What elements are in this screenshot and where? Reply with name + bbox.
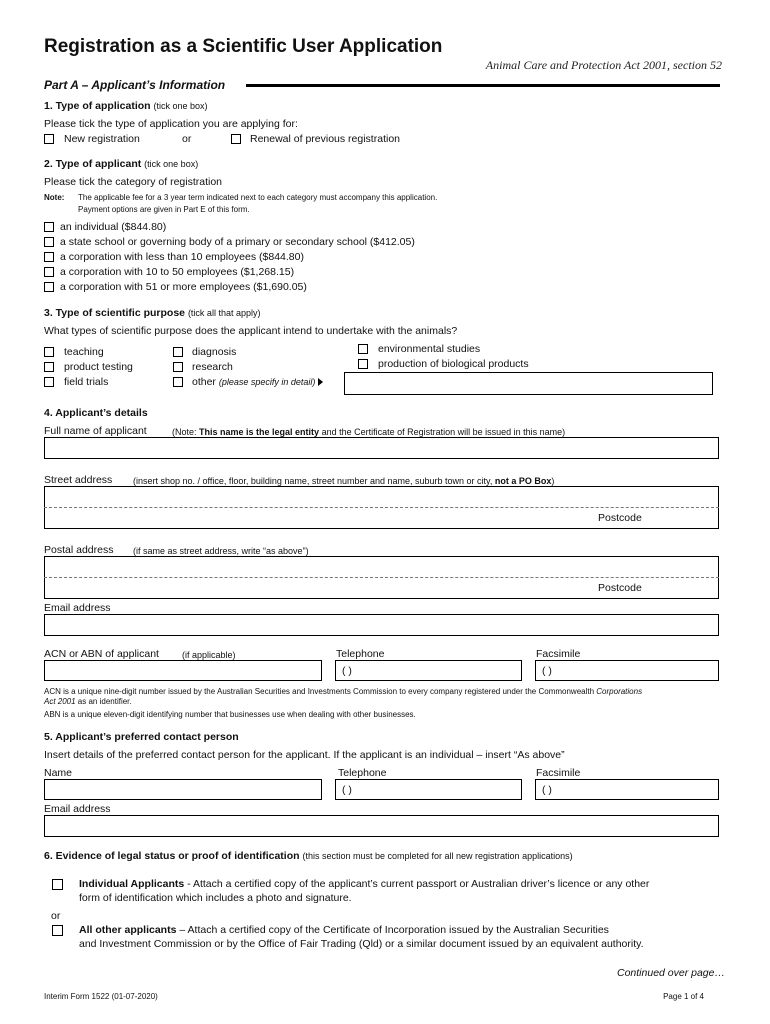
full-name-note: (Note: This name is the legal entity and the Certificate of Registration will be issued in this name) [172, 427, 566, 437]
street-address-label: Street address [44, 474, 113, 486]
s2-note-label: Note: [44, 193, 65, 202]
new-registration-label: New registration [64, 133, 140, 145]
facsimile-label: Facsimile [536, 648, 581, 660]
part-a-rule [246, 84, 720, 87]
email-input[interactable] [44, 614, 719, 636]
purpose-label: production of biological products [378, 358, 529, 370]
street-address-note: (insert shop no. / office, floor, building name, street number and name, suburb town or city, not a PO Box) [133, 476, 555, 486]
s2-heading: 2. Type of applicant (tick one box) [44, 158, 199, 170]
telephone-input[interactable] [335, 660, 522, 681]
purpose-research-checkbox[interactable] [173, 362, 183, 372]
purpose-label: teaching [64, 346, 104, 358]
applicant-option: a corporation with less than 10 employees ($844.80) [60, 251, 304, 263]
page-number: Page 1 of 4 [663, 992, 704, 1001]
purpose-other-label: other (please specify in detail) [192, 376, 323, 388]
street-postcode-label: Postcode [598, 512, 642, 524]
telephone-area: ( ) [342, 665, 352, 677]
postal-address-note: (if same as street address, write “as above”) [133, 546, 309, 556]
renewal-checkbox[interactable] [231, 134, 241, 144]
purpose-label: diagnosis [192, 346, 237, 358]
other-applicant-text: All other applicants – Attach a certified copy of the Certificate of Incorporation issued by the Australian Securities [79, 924, 609, 936]
other-purpose-input[interactable] [344, 372, 713, 395]
individual-applicant-text: Individual Applicants - Attach a certified copy of the applicant’s current passport or Australian driver’s licence or any other [79, 878, 650, 890]
part-a-heading: Part A – Applicant’s Information [44, 78, 226, 92]
applicant-corp-medium-checkbox[interactable] [44, 267, 54, 277]
purpose-product-testing-checkbox[interactable] [44, 362, 54, 372]
s5-heading: 5. Applicant’s preferred contact person [44, 731, 239, 743]
postal-address-divider [44, 577, 719, 578]
contact-name-label: Name [44, 767, 73, 779]
continued-note: Continued over page… [617, 967, 725, 979]
purpose-biological-checkbox[interactable] [358, 359, 368, 369]
contact-telephone-input[interactable] [335, 779, 522, 800]
renewal-label: Renewal of previous registration [250, 133, 400, 145]
new-registration-checkbox[interactable] [44, 134, 54, 144]
s6-or: or [51, 910, 61, 922]
purpose-label: product testing [64, 361, 133, 373]
s4-heading: 4. Applicant’s details [44, 407, 148, 419]
contact-email-label: Email address [44, 803, 111, 815]
purpose-label: field trials [64, 376, 109, 388]
applicant-school-checkbox[interactable] [44, 237, 54, 247]
telephone-label: Telephone [336, 648, 385, 660]
postal-postcode-label: Postcode [598, 582, 642, 594]
contact-facsimile-input[interactable] [535, 779, 719, 800]
contact-name-input[interactable] [44, 779, 322, 800]
contact-telephone-area: ( ) [342, 784, 352, 796]
facsimile-input[interactable] [535, 660, 719, 681]
page-title: Registration as a Scientific User Application [44, 36, 443, 57]
purpose-field-trials-checkbox[interactable] [44, 377, 54, 387]
applicant-individual-checkbox[interactable] [44, 222, 54, 232]
street-address-divider [44, 507, 719, 508]
full-name-input[interactable] [44, 437, 719, 459]
individual-applicant-text-cont: form of identification which includes a photo and signature. [79, 892, 352, 904]
full-name-label: Full name of applicant [44, 425, 147, 437]
purpose-environmental-checkbox[interactable] [358, 344, 368, 354]
contact-facsimile-label: Facsimile [536, 767, 581, 779]
applicant-option: a state school or governing body of a primary or secondary school ($412.05) [60, 236, 415, 248]
applicant-option: a corporation with 51 or more employees ($1,690.05) [60, 281, 307, 293]
other-applicant-text-cont: and Investment Commission or by the Office of Fair Trading (Qld) or a similar document issued by an equivalent authority. [79, 938, 644, 950]
applicant-corp-large-checkbox[interactable] [44, 282, 54, 292]
s3-prompt: What types of scientific purpose does the applicant intend to undertake with the animals? [44, 325, 458, 337]
s6-heading: 6. Evidence of legal status or proof of identification (this section must be completed for all new registration applications) [44, 850, 573, 862]
s1-prompt: Please tick the type of application you are applying for: [44, 118, 298, 130]
other-applicant-checkbox[interactable] [52, 925, 63, 936]
purpose-label: research [192, 361, 233, 373]
purpose-teaching-checkbox[interactable] [44, 347, 54, 357]
individual-applicant-checkbox[interactable] [52, 879, 63, 890]
s2-note-line2: Payment options are given in Part E of this form. [78, 205, 250, 214]
purpose-other-checkbox[interactable] [173, 377, 183, 387]
contact-email-input[interactable] [44, 815, 719, 837]
applicant-option: an individual ($844.80) [60, 221, 167, 233]
purpose-diagnosis-checkbox[interactable] [173, 347, 183, 357]
arrow-right-icon [318, 378, 323, 386]
applicant-corp-small-checkbox[interactable] [44, 252, 54, 262]
s1-or: or [182, 133, 192, 145]
s1-heading: 1. Type of application (tick one box) [44, 100, 208, 112]
email-label: Email address [44, 602, 111, 614]
purpose-label: environmental studies [378, 343, 481, 355]
contact-facsimile-area: ( ) [542, 784, 552, 796]
s2-prompt: Please tick the category of registration [44, 176, 223, 188]
postal-address-label: Postal address [44, 544, 114, 556]
form-id: Interim Form 1522 (01-07-2020) [44, 992, 158, 1001]
s5-prompt: Insert details of the preferred contact person for the applicant. If the applicant is an individual – insert “As above” [44, 749, 565, 761]
facsimile-area: ( ) [542, 665, 552, 677]
acn-note-cont: Act 2001 as an identifier. [44, 697, 132, 706]
s3-heading: 3. Type of scientific purpose (tick all that apply) [44, 307, 261, 319]
contact-telephone-label: Telephone [338, 767, 387, 779]
s2-note-line1: The applicable fee for a 3 year term indicated next to each category must accompany this application. [78, 193, 438, 202]
acn-input[interactable] [44, 660, 322, 681]
applicant-option: a corporation with 10 to 50 employees ($1,268.15) [60, 266, 295, 278]
acn-label: ACN or ABN of applicant [44, 648, 159, 660]
abn-note: ABN is a unique eleven-digit identifying number that businesses use when dealing with other businesses. [44, 710, 416, 719]
acn-note: ACN is a unique nine-digit number issued by the Australian Securities and Investments Commission to every company registered under the Commonwealth Corporations [44, 687, 643, 696]
acn-hint: (if applicable) [182, 650, 236, 660]
act-reference: Animal Care and Protection Act 2001, section 52 [485, 58, 722, 72]
